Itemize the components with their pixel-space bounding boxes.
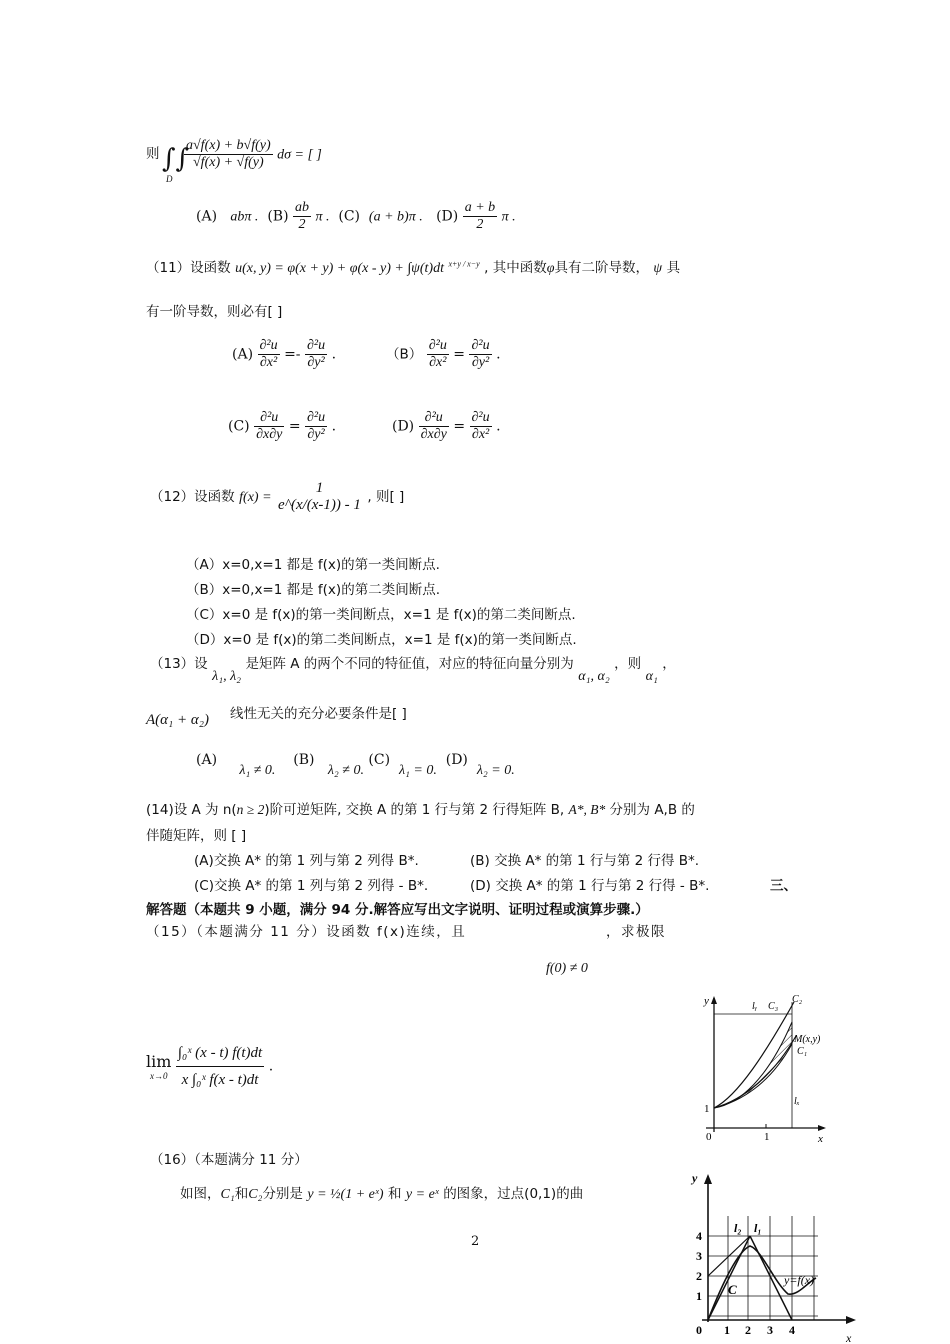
q11-option-b: （B） $\frac{\text{∂²u}}{\text{∂x²}}$ = $\frac{\text{∂²u}}{\text{∂y²}}$ . (386, 338, 501, 370)
fig2-ytick: 1 (696, 1289, 702, 1303)
q10-lead: 则 (146, 146, 160, 162)
q15-condition: f(0) ≠ 0 (546, 961, 588, 976)
q15-lead: （15）（本题满分 11 分）设函数 f(x)连续，且 (146, 924, 467, 940)
q14-line2: 伴随矩阵，则 [ ] (146, 828, 247, 844)
figure-function-graph (690, 1170, 860, 1344)
fig2-xtick: 4 (789, 1323, 795, 1337)
fig2-c: C (728, 1282, 737, 1297)
page-number: 2 (471, 1234, 480, 1249)
q14-option-d: (D) 交换 A* 的第 1 行与第 2 行得 - B*. (470, 878, 710, 894)
fig2-l2: l₂ (734, 1221, 742, 1235)
fig2-ytick: 3 (696, 1249, 702, 1263)
section-title: 解答题（本题共 9 小题，满分 94 分.解答应写出文字说明、证明过程或演算步骤.） (146, 902, 649, 918)
fig2-xtick: 3 (767, 1323, 773, 1337)
q16-lead: （16）（本题满分 11 分） (150, 1152, 308, 1168)
q12-option: （A）x=0,x=1 都是 f(x)的第一类间断点. (186, 557, 440, 573)
q10-integrand: $\frac{a√f(x) + b√f(y)}{√f(x) + √f(y)}$ dσ = [ ] (186, 138, 322, 170)
fig2-x-label: x (846, 1331, 852, 1344)
fig2-ytick: 2 (696, 1269, 702, 1283)
fig1-x-one: 1 (764, 1131, 770, 1143)
double-integral-sign: ∫∫ (162, 144, 190, 174)
q12-option: （B）x=0,x=1 都是 f(x)的第二类间断点. (186, 582, 440, 598)
fig1-m: M(x,y) (794, 1034, 821, 1045)
fig1-ly: lᵧ (752, 1001, 758, 1012)
q12-option: （D）x=0 是 f(x)的第二类间断点，x=1 是 f(x)的第一类间断点. (186, 632, 577, 648)
q13-line2: 线性无关的充分必要条件是[ ] (230, 706, 407, 722)
q11-line1: （11）设函数 u(x, y) = φ(x + y) + φ(x - y) + ∫ψ(t)dt $^{x+y / x-y}$ , 其中函数φ具有二阶导数， ψ 具 (146, 259, 681, 276)
q12-option: （C）x=0 是 f(x)的第一类间断点，x=1 是 f(x)的第二类间断点. (186, 607, 576, 623)
fig2-xtick: 1 (724, 1323, 730, 1337)
q11-option-c: (C) $\frac{\text{∂²u}}{\partial x\partial y}$ = $\frac{\text{∂²u}}{\text{∂y²}}$ . (228, 410, 337, 442)
figure-curves-c1-c2 (700, 992, 840, 1144)
q10-domain: D (166, 174, 173, 184)
q13-line1: （13）设 λ₁, λ₂ 是矩阵 A 的两个不同的特征值，对应的特征向量分别为 α₁, α₂ ，则 α₁ ， (150, 656, 676, 684)
q13-expr: A(α₁ + α₂) (146, 712, 209, 728)
q12-options (186, 553, 577, 653)
fig1-x-label: x (818, 1133, 823, 1144)
fig1-c1: C₁ (797, 1046, 808, 1057)
q12-stem: （12）设函数 f(x) = 1 e^(x/(x-1)) - 1 , 则[ ] (150, 480, 405, 513)
q10-options: (A) abπ . (B) $\frac{ab}{2}$ π . (C) (a + b)π . (D) $\frac{a + b}{2}$ π . (196, 200, 516, 232)
q15-limit: lim x→0 $\frac{\text{∫₀ˣ (x - t) f(t)dt}}{\text{x ∫₀ˣ f(x - t)dt}}$ . (146, 1040, 273, 1093)
fig1-y-one: 1 (704, 1103, 710, 1115)
fig1-lx: lₓ (794, 1096, 800, 1107)
fig1-c3: C₃ (768, 1001, 779, 1012)
q11-option-d: (D) $\frac{\text{∂²u}}{\partial x\partial y}$ = $\frac{\text{∂²u}}{\text{∂x²}}$ . (392, 410, 501, 442)
fig1-origin: 0 (706, 1131, 712, 1143)
fig2-y-label: y (692, 1171, 698, 1185)
q13-options: (A) λ₁ ≠ 0. (B) λ₂ ≠ 0. (C) λ₁ = 0. (D) λ₂ = 0. (196, 752, 515, 778)
fig2-l1: l₁ (754, 1221, 762, 1235)
fig1-y-label: y (704, 995, 709, 1007)
fig2-origin: 0 (696, 1323, 702, 1337)
q16-line1: 如图，C₁和C₂分别是 y = ½(1 + eˣ) 和 y = eˣ 的图象，过点(0,1)的曲 (180, 1186, 584, 1202)
q14-option-c: (C)交换 A* 的第 1 列与第 2 列得 - B*. (194, 878, 429, 894)
section-number: 三、 (770, 878, 797, 894)
q14-option-b: (B) 交换 A* 的第 1 行与第 2 行得 B*. (470, 853, 700, 869)
q14-line1: (14)设 A 为 n(n ≥ 2)阶可逆矩阵, 交换 A 的第 1 行与第 2 行得矩阵 B, A*, B* 分别为 A,B 的 (146, 802, 695, 818)
fig2-ytick: 4 (696, 1229, 702, 1243)
q11-line2: 有一阶导数，则必有[ ] (146, 304, 283, 320)
fig2-curve-label: y=f(x) (784, 1273, 815, 1287)
fig1-c2: C₂ (792, 994, 803, 1005)
q15-tail: ，求极限 (606, 924, 666, 940)
q14-option-a: (A)交换 A* 的第 1 列与第 2 列得 B*. (194, 853, 419, 869)
q11-option-a: (A) $\frac{\text{∂²u}}{\text{∂x²}}$ =- $\frac{\text{∂²u}}{\text{∂y²}}$ . (232, 338, 337, 370)
fig2-xtick: 2 (745, 1323, 751, 1337)
